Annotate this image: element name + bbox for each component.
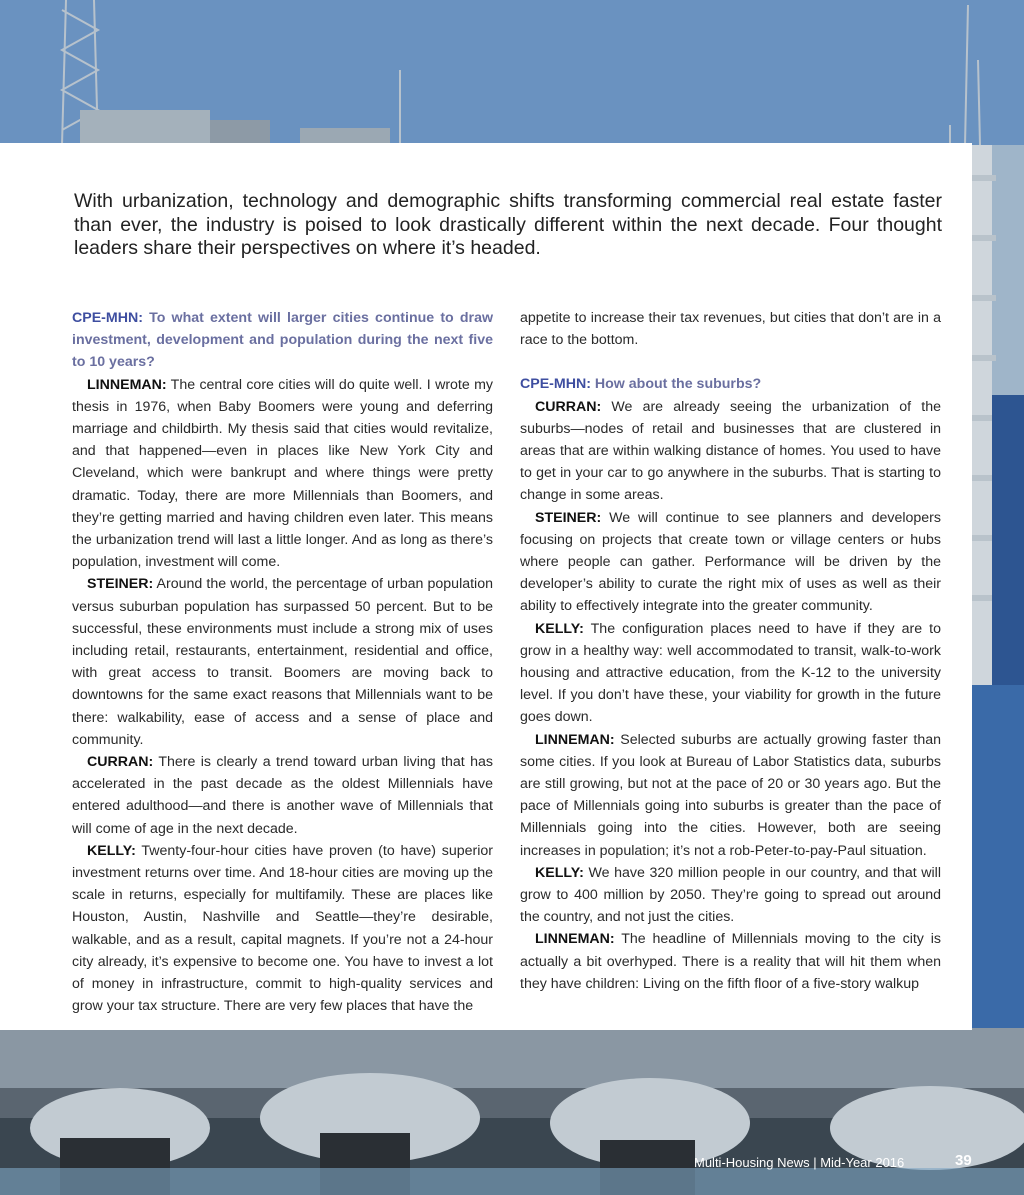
question-tag: CPE-MHN: <box>72 310 143 326</box>
answer-text: The configuration places need to have if they are to grow in a healthy way: well accommodated to transit, walk-to-work housing and attractive education, from the K-12 to the university level. If you don’t have these, your viability for growth in the future goes down. <box>520 620 941 726</box>
interview-answer <box>72 840 493 1018</box>
question-text: How about the suburbs? <box>590 376 762 393</box>
left-text-column <box>72 307 493 1018</box>
speaker-name: STEINER: <box>87 576 154 593</box>
speaker-name: STEINER: <box>535 509 602 526</box>
speaker-name: KELLY: <box>535 864 584 881</box>
answer-text: Twenty-four-hour cities have proven (to have) superior investment returns over time. And 18-hour cities are moving up the scale in returns, especially for multifamily. These are places like Houston, Austin, Nashville and Seattle—they’re desirable, walkable, and as a result, capital magnets. If you’re not a 24-hour city already, it’s expensive to become one. You have to invest a lot of money in infrastructure, commit to high-quality services and grow your tax structure. There are very few places that have the <box>72 842 493 1015</box>
right-text-column <box>520 307 941 995</box>
interview-answer <box>72 374 493 574</box>
answer-text: We are already seeing the urbanization of the suburbs—nodes of retail and businesses that are clustered in areas that are within walking distance of homes. You used to have to get in your car to go anywhere in the suburbs. That is starting to change in some areas. <box>520 398 941 504</box>
speaker-name: LINNEMAN: <box>87 376 167 393</box>
paragraph-gap <box>520 351 941 373</box>
footer-publication: Multi-Housing News | Mid-Year 2016 <box>694 1155 905 1170</box>
speaker-name: CURRAN: <box>87 754 154 771</box>
speaker-name: KELLY: <box>87 842 136 859</box>
answer-text: The central core cities will do quite well. I wrote my thesis in 1976, when Baby Boomers were young and deferring marriage and childbirth. My thesis said that cities would revitalize, and that happened—even in places like New York City and Cleveland, which were bankrupt and where things were pretty dramatic. Today, there are more Millennials than Boomers, and they’re getting married and having children even later. This means the urbanization trend will last a little longer. And as long as there’s population, investment will come. <box>72 376 493 571</box>
interview-question <box>72 307 493 374</box>
speaker-name: LINNEMAN: <box>535 731 615 748</box>
interview-answer <box>520 396 941 507</box>
interview-answer <box>520 507 941 618</box>
answer-text: We will continue to see planners and developers focusing on projects that create town or village centers or hubs where people can gather. Performance will be driven by the developer’s ability to curate the right mix of uses as well as their ability to effectively integrate into the greater community. <box>520 509 941 615</box>
interview-answer <box>520 729 941 862</box>
answer-text: We have 320 million people in our country, and that will grow to 400 million by 2050. They’re going to spread out around the country, and not just the cities. <box>520 864 941 926</box>
speaker-name: KELLY: <box>535 620 584 637</box>
speaker-name: CURRAN: <box>535 398 602 415</box>
city-skyline-top-illustration <box>0 0 1024 145</box>
intro-paragraph: With urbanization, technology and demographic shifts transforming commercial real estate faster than ever, the industry is poised to look drastically different within the next decade. Four thought leaders share their perspectives on where it’s headed. <box>74 190 942 259</box>
page-number: 39 <box>955 1152 972 1169</box>
interview-answer <box>72 751 493 840</box>
question-text: To what extent will larger cities continue to draw investment, development and population during the next five to 10 years? <box>72 310 493 371</box>
interview-question <box>520 373 941 395</box>
answer-text: Selected suburbs are actually growing faster than some cities. If you look at Bureau of Labor Statistics data, suburbs are still growing, but not at the pace of 20 or 30 years ago. But the pace of Millennials going into suburbs is greater than the pace of Millennials going into the cities. However, both are seeing increases in population; it’s not a rob-Peter-to-pay-Paul situation. <box>520 731 941 859</box>
continued-paragraph: appetite to increase their tax revenues, but cities that don’t are in a race to the bottom. <box>520 310 941 349</box>
city-skyline-right-illustration <box>972 145 1024 1030</box>
answer-text: There is clearly a trend toward urban living that has accelerated in the past decade as the oldest Millennials have entered adulthood—and there is another wave of Millennials that will come of age in the next decade. <box>72 754 493 837</box>
interview-answer <box>520 928 941 995</box>
interview-answer <box>72 573 493 751</box>
interview-answer <box>520 862 941 929</box>
interview-answer <box>520 618 941 729</box>
answer-text: The headline of Millennials moving to the city is actually a bit overhyped. There is a reality that will hit them when they have children: Living on the fifth floor of a five-story walkup <box>520 931 941 992</box>
question-tag: CPE-MHN: <box>520 376 591 393</box>
speaker-name: LINNEMAN: <box>535 931 615 948</box>
answer-text: Around the world, the percentage of urban population versus suburban population has surpassed 50 percent. But to be successful, these environments must include a strong mix of uses including retail, restaurants, entertainment, residential and office, with great access to transit. Boomers are moving back to downtowns for the same exact reasons that Millennials want to be there: walkability, ease of access and a sense of place and community. <box>72 576 493 748</box>
